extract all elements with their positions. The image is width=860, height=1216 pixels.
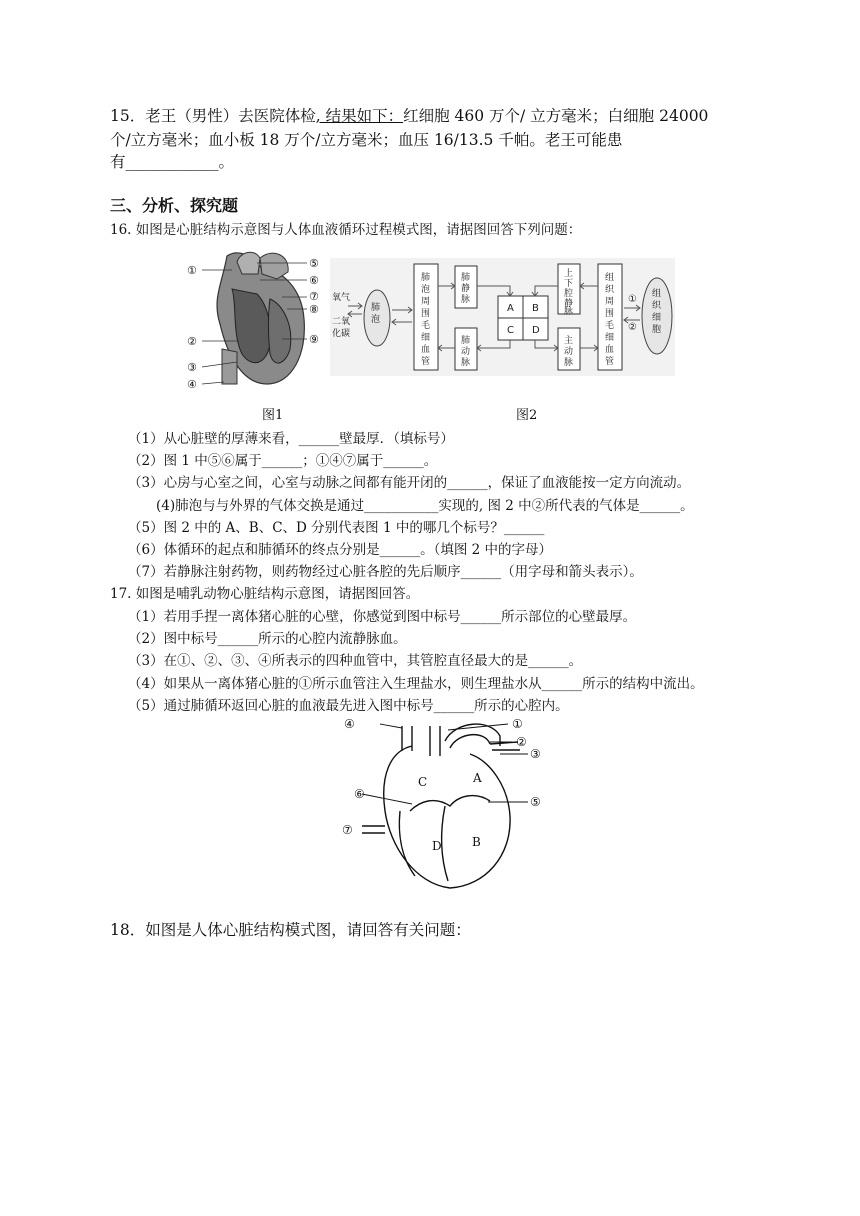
q17-item-3: （3）在①、②、③、④所表示的四种血管中，其管腔直径最大的是______。	[128, 653, 583, 669]
fig2-chamber-a: A	[507, 303, 514, 314]
fig3-chamber-d: D	[432, 839, 442, 853]
svg-text:主: 主	[564, 336, 574, 346]
fig3-chamber-a: A	[473, 771, 482, 785]
fig2-caption: 图2	[516, 408, 538, 423]
svg-text:脉: 脉	[564, 358, 574, 368]
svg-text:组: 组	[652, 289, 662, 299]
svg-text:下: 下	[564, 279, 574, 289]
svg-text:动: 动	[461, 347, 471, 357]
section-title: 三、分析、探究题	[110, 196, 239, 215]
svg-text:周: 周	[605, 297, 615, 307]
fig3-label-3: ③	[530, 747, 541, 761]
svg-text:②: ②	[628, 322, 637, 333]
q15-line3: 有____________。	[110, 153, 235, 171]
svg-text:织: 织	[605, 285, 615, 295]
q17-item-5: （5）通过肺循环返回心脏的血液最先进入图中标号______所示的心腔内。	[128, 698, 569, 714]
svg-text:脉: 脉	[461, 295, 471, 305]
q15-line1-a: 15．老王（男性）去医院体检	[110, 107, 316, 125]
fig1-caption: 图1	[262, 408, 284, 423]
svg-text:①: ①	[628, 294, 637, 305]
svg-text:静: 静	[461, 284, 471, 294]
fig3-chamber-c: C	[418, 775, 428, 789]
fig2-lung-1: 肺	[371, 303, 381, 313]
fig1-label-9: ⑨	[309, 333, 319, 346]
q18-stem: 18．如图是人体心脏结构模式图，请回答有关问题：	[110, 921, 471, 939]
q17-item-4: （4）如果从一离体猪心脏的①所示血管注入生理盐水，则生理盐水从______所示的结构中流出。	[128, 676, 704, 692]
svg-text:肺: 肺	[421, 273, 431, 283]
q15-line1	[110, 104, 708, 126]
q16-item-2: （2）图 1 中⑤⑥属于______；①④⑦属于______。	[128, 453, 438, 469]
svg-text:毛: 毛	[605, 321, 615, 331]
fig1-label-2: ②	[187, 335, 197, 348]
fig3-label-4: ④	[344, 717, 355, 731]
svg-text:周: 周	[421, 297, 431, 307]
fig3-label-5: ⑤	[530, 795, 541, 809]
svg-text:胞: 胞	[652, 325, 662, 335]
svg-text:上: 上	[564, 269, 574, 279]
fig1-label-7: ⑦	[309, 290, 319, 303]
q16-item-7: （7）若静脉注射药物，则药物经过心脏各腔的先后顺序______（用字母和箭头表示）。	[128, 564, 643, 580]
svg-text:组: 组	[605, 273, 615, 283]
svg-text:脉: 脉	[461, 358, 471, 368]
svg-text:细: 细	[605, 333, 615, 343]
q16-figure2-circulation	[330, 258, 675, 376]
q15-line1-c: 红细胞 460 万个/ 立方毫米；白细胞 24000	[403, 107, 709, 125]
q16-item-3: （3）心房与心室之间，心室与动脉之间都有能开闭的______，保证了血液能按一定方向流动。	[128, 475, 691, 491]
fig3-label-7: ⑦	[342, 823, 353, 837]
fig2-label-co2-2: 化碳	[332, 329, 351, 339]
svg-text:管: 管	[421, 357, 431, 367]
q16-item-4: (4)肺泡与与外界的气体交换是通过___________实现的, 图 2 中②所代表的气体是______。	[156, 498, 694, 514]
q16-item-5: （5）图 2 中的 A、B、C、D 分别代表图 1 中的哪几个标号？______	[128, 520, 545, 536]
fig2-label-oxygen: 氧气	[332, 293, 351, 303]
fig3-label-1: ①	[512, 717, 523, 731]
svg-text:动: 动	[564, 347, 574, 357]
q15-line2: 个/立方毫米；血小板 18 万个/立方毫米；血压 16/13.5 千帕。老王可能患	[110, 131, 623, 149]
q16-item-1: （1）从心脏壁的厚薄来看，______壁最厚．（填标号）	[128, 431, 454, 447]
svg-text:血: 血	[421, 345, 431, 355]
svg-text:围: 围	[605, 309, 615, 319]
q16-figure1-heart	[182, 244, 332, 392]
fig1-label-1: ①	[187, 264, 197, 277]
fig2-chamber-d: D	[532, 325, 540, 336]
q15-line1-b: , 结果如下：	[315, 107, 404, 125]
q16-item-6: （6）体循环的起点和肺循环的终点分别是______。（填图 2 中的字母）	[128, 542, 553, 558]
fig1-label-3: ③	[187, 361, 197, 374]
svg-text:血: 血	[605, 345, 615, 355]
fig2-chamber-b: B	[532, 303, 539, 314]
svg-text:围: 围	[421, 309, 431, 319]
svg-text:毛: 毛	[421, 321, 431, 331]
fig1-label-6: ⑥	[309, 274, 319, 287]
fig2-label-co2-1: 二氧	[332, 317, 351, 327]
q17-stem: 17. 如图是哺乳动物心脏结构示意图，请据图回答。	[110, 586, 420, 602]
q17-item-1: （1）若用手捏一离体猪心脏的心壁，你感觉到图中标号______所示部位的心壁最厚。	[128, 609, 637, 625]
svg-text:泡: 泡	[421, 285, 431, 295]
svg-text:肺: 肺	[461, 273, 471, 283]
fig3-chamber-b: B	[472, 835, 481, 849]
svg-text:管: 管	[605, 357, 615, 367]
svg-text:织: 织	[652, 301, 662, 311]
svg-text:肺: 肺	[461, 336, 471, 346]
svg-text:静: 静	[564, 299, 574, 309]
svg-text:细: 细	[652, 313, 662, 323]
fig3-label-6: ⑥	[354, 787, 365, 801]
q17-figure-heart	[340, 716, 550, 898]
fig3-label-2: ②	[516, 735, 527, 749]
fig2-chamber-c: C	[507, 325, 514, 336]
svg-text:脉: 脉	[564, 307, 574, 317]
fig1-label-5: ⑤	[309, 257, 319, 270]
svg-text:腔: 腔	[564, 289, 574, 299]
fig1-label-4: ④	[187, 378, 197, 391]
svg-text:细: 细	[421, 333, 431, 343]
fig2-lung-2: 泡	[371, 315, 381, 325]
q16-stem: 16. 如图是心脏结构示意图与人体血液循环过程模式图，请据图回答下列问题：	[110, 222, 582, 238]
q17-item-2: （2）图中标号______所示的心腔内流静脉血。	[128, 631, 407, 647]
fig1-label-8: ⑧	[309, 303, 319, 316]
